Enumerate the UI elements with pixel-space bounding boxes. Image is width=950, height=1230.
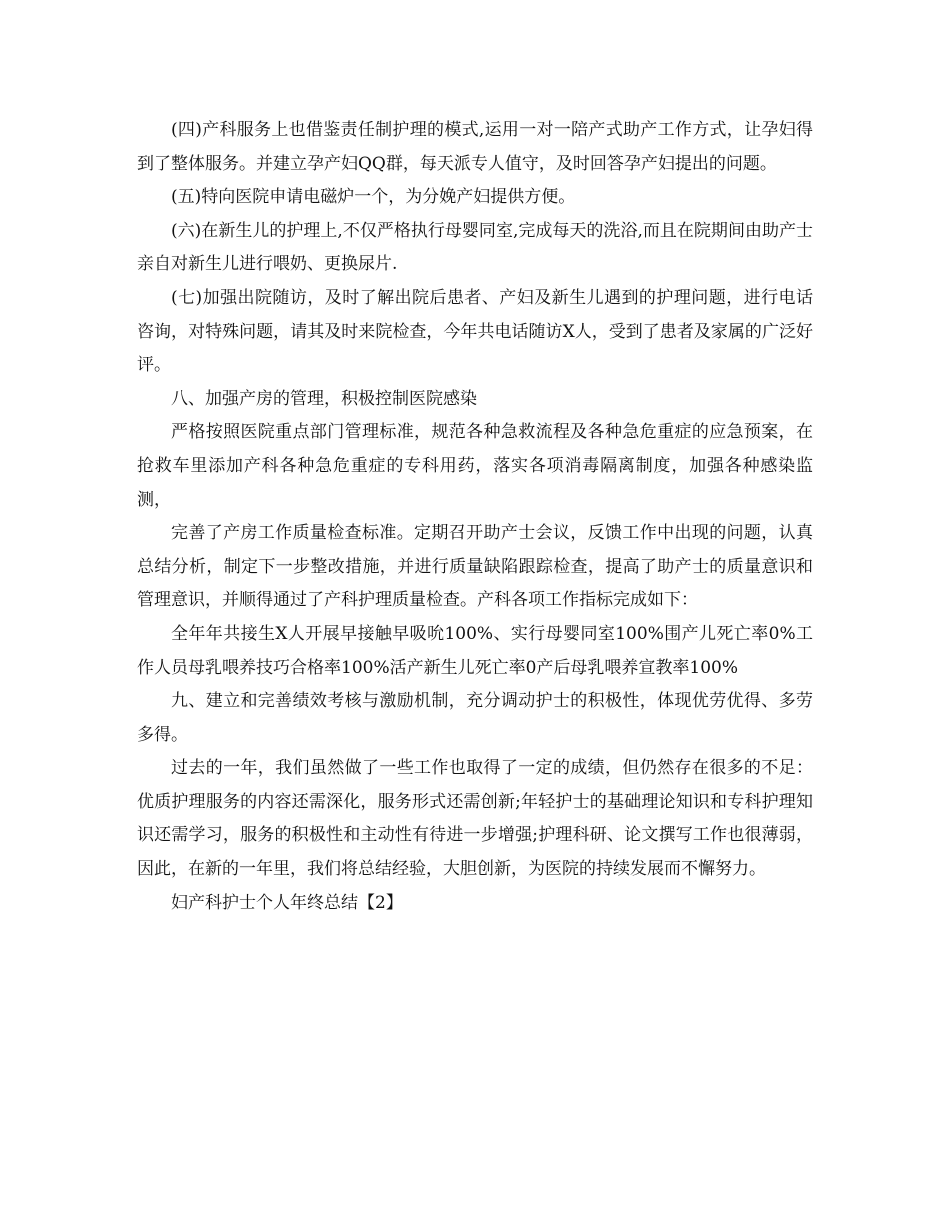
paragraph-7-follow-up: (七)加强出院随访，及时了解出院后患者、产妇及新生儿遇到的护理问题，进行电话咨询，对特殊问题，请其及时来院检查，今年共电话随访X人，受到了患者及家属的广泛好评。 (137, 287, 813, 376)
section-heading-9: 九、建立和完善绩效考核与激励机制，充分调动护士的积极性，体现优劳优得、多劳多得。 (137, 691, 813, 745)
paragraph-summary: 过去的一年，我们虽然做了一些工作也取得了一定的成绩，但仍然存在很多的不足：优质护理服务的内容还需深化，服务形式还需创新;年轻护士的基础理论知识和专科护理知识还需学习，服务的积极性和主动性有待进一步增强;护理科研、论文撰写工作也很薄弱，因此，在新的一年里，我们将总结经验，大胆创新，为医院的持续发展而不懈努力。 (137, 758, 813, 880)
paragraph-infection-control: 严格按照医院重点部门管理标准，规范各种急救流程及各种急危重症的应急预案，在抢救车里添加产科各种急危重症的专科用药，落实各项消毒隔离制度，加强各种感染监测， (137, 422, 813, 510)
paragraph-5-induction-cooker: (五)特向医院申请电磁炉一个，为分娩产妇提供方便。 (171, 187, 576, 208)
paragraph-4-service-model: (四)产科服务上也借鉴责任制护理的模式,运用一对一陪产式助产工作方式，让孕妇得到了整体服务。并建立孕产妇QQ群，每天派专人值守，及时回答孕产妇提出的问题。 (137, 120, 813, 174)
section-heading-8: 八、加强产房的管理，积极控制医院感染 (171, 388, 477, 409)
document-body (137, 114, 813, 920)
paragraph-indicators: 全年年共接生X人开展早接触早吸吮100%、实行母婴同室100%围产儿死亡率0%工作人员母乳喂养技巧合格率100%活产新生儿死亡率0产后母乳喂养宣教率100% (137, 623, 813, 678)
paragraph-6-newborn-care: (六)在新生儿的护理上,不仅严格执行母婴同室,完成每天的洗浴,而且在院期间由助产士亲自对新生儿进行喂奶、更换尿片. (137, 220, 813, 275)
next-section-title: 妇产科护士个人年终总结【2】 (171, 892, 403, 913)
paragraph-quality-standard: 完善了产房工作质量检查标准。定期召开助产士会议，反馈工作中出现的问题，认真总结分析，制定下一步整改措施，并进行质量缺陷跟踪检查，提高了助产士的质量意识和管理意识，并顺得通过了产科护理质量检查。产科各项工作指标完成如下： (137, 523, 813, 611)
